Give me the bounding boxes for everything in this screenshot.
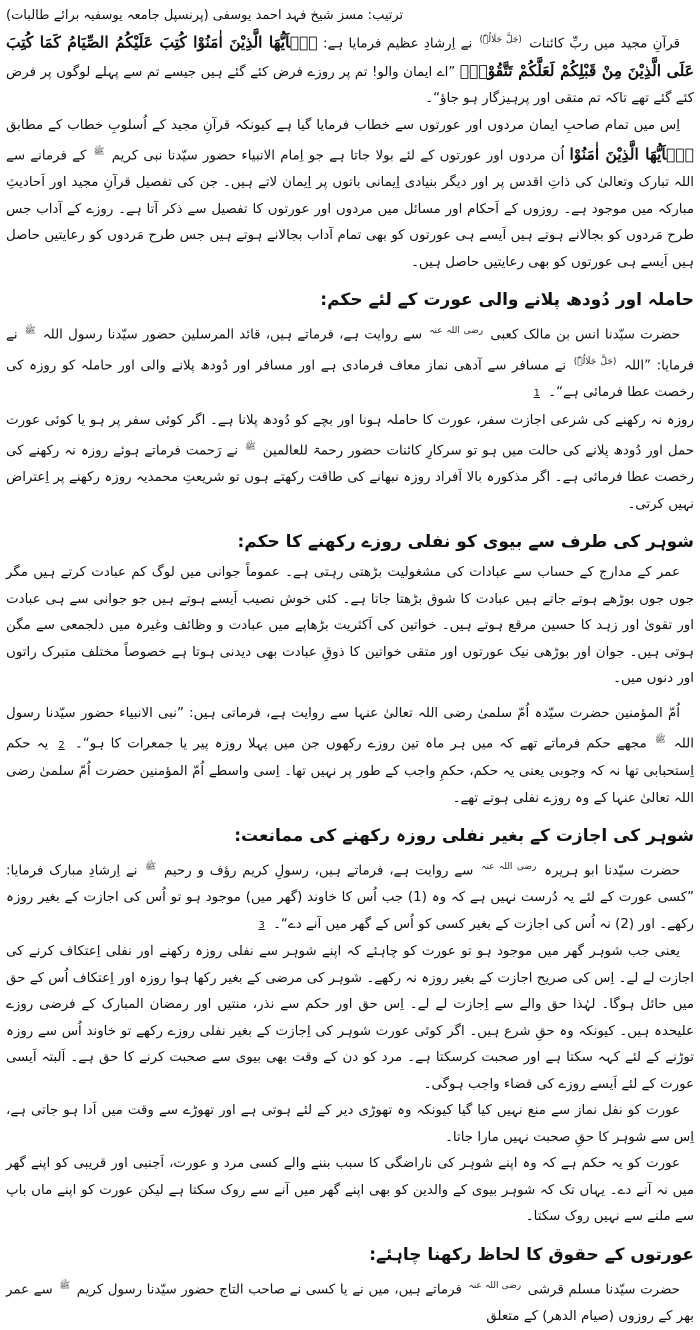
prophet-honorific: ﷺ: [59, 1280, 71, 1291]
verse-translation: ”اے ایمان والو! تم پر روزے فرض کئے گئے ہیں جیسے تم سے پہلے لوگوں پر فرض کئے گئے تھے تاکہ تم متقی اور پرہیزگار ہو جاؤ“۔: [6, 64, 694, 107]
intro-text: قرآنِ مجید میں ربِّ کائنات: [529, 36, 680, 52]
prophet-honorific: ﷺ: [93, 147, 105, 158]
intro-text: نے اِرشادِ عظیم فرمایا ہے:: [323, 36, 473, 52]
footnote-marker[interactable]: 3: [258, 919, 265, 931]
sahabi-honorific: رضی اللہ عنہ: [481, 862, 537, 873]
paragraph-text: سے روایت ہے، فرماتے ہیں، رسولِ کریم رؤف و رحیم: [163, 863, 474, 879]
section-3-paragraph-2: یعنی جب شوہر گھر میں موجود ہو تو عورت کو چاہئے کہ اپنے شوہر سے نفلی روزہ رکھنے اور نفلی اِعتکاف کرنے کی اجازت لے لے۔ اِس کی صریح اجازت کے بغیر روزہ نہ رکھے۔ شوہر کی مرضی کے بغیر رکھا ہوا روزہ اور اِعتکاف اُس کے حق میں حائل ہوگا۔ لہٰذا حق والے سے اِجازت لے لے۔ اِس حق اور حکم سے نذر، منتیں اور رمضان المبارک کے فرضی روزے علیحدہ ہیں۔ کیونکہ وہ حقِ شرع ہیں۔ اگر کوئی عورت شوہر کی اِجازت کے بغیر نفلی روزے رکھے تو خاوند اُس سے روزہ توڑنے کے لئے کہہ سکتا ہے اور صحبت کرسکتا ہے۔ مرد کو دن کے وقت بھی بیوی سے صحبت کرنے کا حق ہے۔ اَلبتہ اَیسی عورت کے لئے اَیسے روزے کی قضاء واجب ہوگی۔: [6, 944, 694, 1092]
allah-honorific: (جَلَّ جَلَالُہٗ): [479, 35, 522, 45]
intro-text: اُن مردوں اور عورتوں کے لئے بولا جاتا ہے جو اِمام الانبیاء حضور سیّدنا نبی کریم: [111, 148, 565, 164]
paragraph-text: حضرت سیّدنا مسلم قرشی: [527, 1282, 680, 1298]
section-1-paragraph-2: [6, 408, 694, 518]
paragraph-text: اُمّ المؤمنین حضرت سیّدہ اُمّ سلمیٰ رضی اللہ تعالیٰ عنہا سے روایت ہے، فرماتی ہیں: ”نبی الانبیاء حضور سیّدنا رسول اللہ: [6, 705, 694, 752]
paragraph-text: مجھے حکم فرماتے تھے کہ میں ہر ماہ تین روزے رکھوں جن میں پہلا روزہ پیر یا جمعرات کا ہو“۔: [74, 736, 647, 752]
paragraph-text: یہ حکم اِستحبابی تھا نہ کہ وجوبی یعنی یہ حکم، حکمِ واجب کے طور پر نہیں تھا۔ اِسی واسطے اُمّ المؤمنین حضرت اُمّ سلمیٰ رضی اللہ تعالیٰ عنہا کے وہ روزے نفلی ہوتے تھے۔: [6, 736, 694, 806]
section-heading-womens-rights: عورتوں کے حقوق کا لحاظ رکھنا چاہئے:: [369, 1244, 694, 1265]
section-1-paragraph-1: [6, 318, 694, 407]
intro-text: کے فرمانے سے اللہ تبارک وتعالیٰ کی ذاتِ اقدس پر اور دیگر بنیادی اِیمانی باتوں پر اِیمان لاتے ہیں۔ جن کی تفصیل قرآنِ مجید اور اَحادیثِ مبارکہ میں موجود ہے۔ روزوں کے اَحکام اور مسائل میں مردوں اور عورتوں کا تفصیل سے ذکر آتا ہے۔ روزے کے آداب جس طرح مَردوں کو بجالانے ہوتے ہیں اَیسے ہی عورتوں کو بھی تمام آداب بجالانے ہوتے ہیں جس طرح مَردوں کو رعایتیں حاصل ہیں اَیسے ہی عورتوں کو بھی رعایتیں حاصل ہیں۔: [6, 148, 694, 270]
allah-honorific: (جَلَّ جَلَالُہٗ): [573, 357, 617, 368]
section-4-paragraph-1: [6, 1273, 694, 1330]
section-heading-nafl-fasts: شوہر کی طرف سے بیوی کو نفلی روزے رکھنے کا حکم:: [237, 532, 694, 553]
sahabi-honorific: رضی اللہ عنہ: [468, 1280, 522, 1291]
paragraph-text: روزہ نہ رکھنے کی شرعی اجازت سفر، عورت کا حاملہ ہونا اور بچے کو دُودھ پلانا ہے۔ اگر کوئی سفر پر ہو یا کوئی عورت حمل اور دُودھ پلانے کی حالت میں ہو تو سرکارِ کائنات حضور رحمۃ للعالمین: [6, 412, 694, 459]
byline: ترتیب: مسز شیخ فہد احمد یوسفی (پرنسپل جامعہ یوسفیہ برائے طالبات): [6, 8, 404, 23]
intro-text: اِس میں تمام صاحبِ ایمان مردوں اور عورتوں سے خطاب فرمایا گیا ہے کیونکہ قرآنِ مجید کے اُسلوبِ خطاب کے مطابق: [6, 117, 680, 133]
section-2-paragraph-1: عمر کے مدارج کے حساب سے عبادات کی مشغولیت بڑھتی رہتی ہے۔ عموماً جوانی میں لوگ کم عبادت کرتے ہیں مگر جوں جوں بوڑھے ہوتے جاتے ہیں عبادت کا شوق بڑھتا جاتا ہے۔ کئی خوش نصیب اَیسے ہوتے ہیں جو جوانی سے ہی عبادت اور تقویٰ اور زہد کا حسین مرقع ہوتے ہیں۔ خواتین کی اَکثریت بڑھاپے میں عبادت و وظائف وغیرہ میں دلجمعی سے مگن ہوتی ہیں۔ جوان اور بوڑھی نیک عورتوں اور متقی خواتین کا ذوقِ عبادت بھی دیدنی ہوتا ہے خصوصاً مختلف متبرک راتوں اور دنوں میں۔: [6, 565, 694, 687]
sahabi-honorific: رضی اللہ عنہ: [429, 326, 484, 337]
quran-phrase: یٰۤاَیُّهَا الَّذِیْنَ اٰمَنُوْا: [569, 144, 694, 164]
prophet-honorific: ﷺ: [654, 735, 666, 746]
paragraph-text: نے مسافر سے آدھی نماز معاف فرمادی ہے اور مسافر اور دُودھ پلانے والی اور حاملہ کو روزہ کی رخصت عطا فرمائی ہے“۔: [6, 358, 694, 401]
paragraph-text: نے اِرشادِ مبارک فرمایا: ”کسی عورت کے لئے یہ دُرست نہیں ہے کہ وہ (1) جب اُس کا خاوند (گھر میں) موجود ہو تو اُس کی اجازت کے بغیر روزہ رکھے۔ اور (2) نہ اُس کی اجازت کے بغیر کسی کو اُس کے گھر میں آنے دے“۔: [6, 863, 695, 932]
paragraph-text: نے فرمایا: ”اللہ: [6, 327, 694, 374]
paragraph-text: فرماتے ہیں، میں نے یا کسی نے صاحب التاج حضور سیّدنا رسول کریم: [76, 1282, 462, 1298]
section-heading-prohibition: شوہر کی اجازت کے بغیر نفلی روزہ رکھنے کی ممانعت:: [234, 826, 694, 847]
spacer: [6, 693, 694, 701]
byline-container: [6, 4, 694, 27]
intro-paragraph-1: [6, 27, 694, 113]
section-2-paragraph-2: [6, 701, 694, 812]
intro-paragraph-2: [6, 113, 694, 276]
paragraph-text: سے روایت ہے، فرماتے ہیں، قائد المرسلین حضور سیّدنا رسول اللہ: [42, 327, 423, 343]
quran-verse: یٰۤاَیُّهَا الَّذِیْنَ اٰمَنُوْا كُتِبَ عَلَیْكُمُ الصِّیَامُ كَمَا كُتِبَ عَلَى الَّذِیْنَ مِنْ قَبْلِكُمْ لَعَلَّكُمْ تَتَّقُوْنَۙ: [6, 32, 694, 80]
prophet-honorific: ﷺ: [244, 442, 256, 453]
section-3-paragraph-3: عورت کو نفل نماز سے منع نہیں کیا گیا کیونکہ وہ تھوڑی دیر کے لئے ہوتی ہے اور تھوڑے سے وقت میں اَدا ہو جاتی ہے، اِس سے شوہر کا حقِ صحبت نہیں مارا جاتا۔: [6, 1103, 694, 1145]
paragraph-text: حضرت سیّدنا انس بن مالک کعبی: [490, 327, 680, 343]
paragraph-text: نے رَحمت فرماتے ہوئے روزہ نہ رکھنے کی رخصت عطا فرمائی ہے۔ اگر مذکورہ بالا اَفراد روزہ نبھانے کی طاقت رکھتے ہوں تو شریعتِ محمدیہ روزہ رکھنے پر اِعتراض نہیں کرتی۔: [6, 443, 694, 512]
section-3-paragraph-1: [6, 854, 694, 939]
prophet-honorific: ﷺ: [145, 862, 157, 873]
prophet-honorific: ﷺ: [24, 326, 36, 337]
footnote-marker[interactable]: 2: [58, 739, 65, 751]
footnote-marker[interactable]: 1: [533, 388, 540, 400]
paragraph-text: سے عمر بھر کے روزوں (صیام الدھر) کے متعلق: [6, 1282, 694, 1324]
section-3-paragraph-4: عورت کو یہ حکم ہے کہ وہ اپنے شوہر کی ناراضگی کا سبب بننے والے کسی مرد و عورت، اَجنبی اور قریبی کو اپنے گھر میں نہ آنے دے۔ یہاں تک کہ شوہر بیوی کے والدین کو بھی اپنے گھر میں آنے سے روک سکتا ہے لیکن عورت کو اپنے ماں باپ سے ملنے سے نہیں روک سکتا۔: [6, 1156, 694, 1225]
paragraph-text: حضرت سیّدنا ابو ہریرہ: [544, 863, 681, 879]
section-heading-pregnant-nursing: حاملہ اور دُودھ پلانے والی عورت کے لئے حکم:: [320, 290, 694, 311]
